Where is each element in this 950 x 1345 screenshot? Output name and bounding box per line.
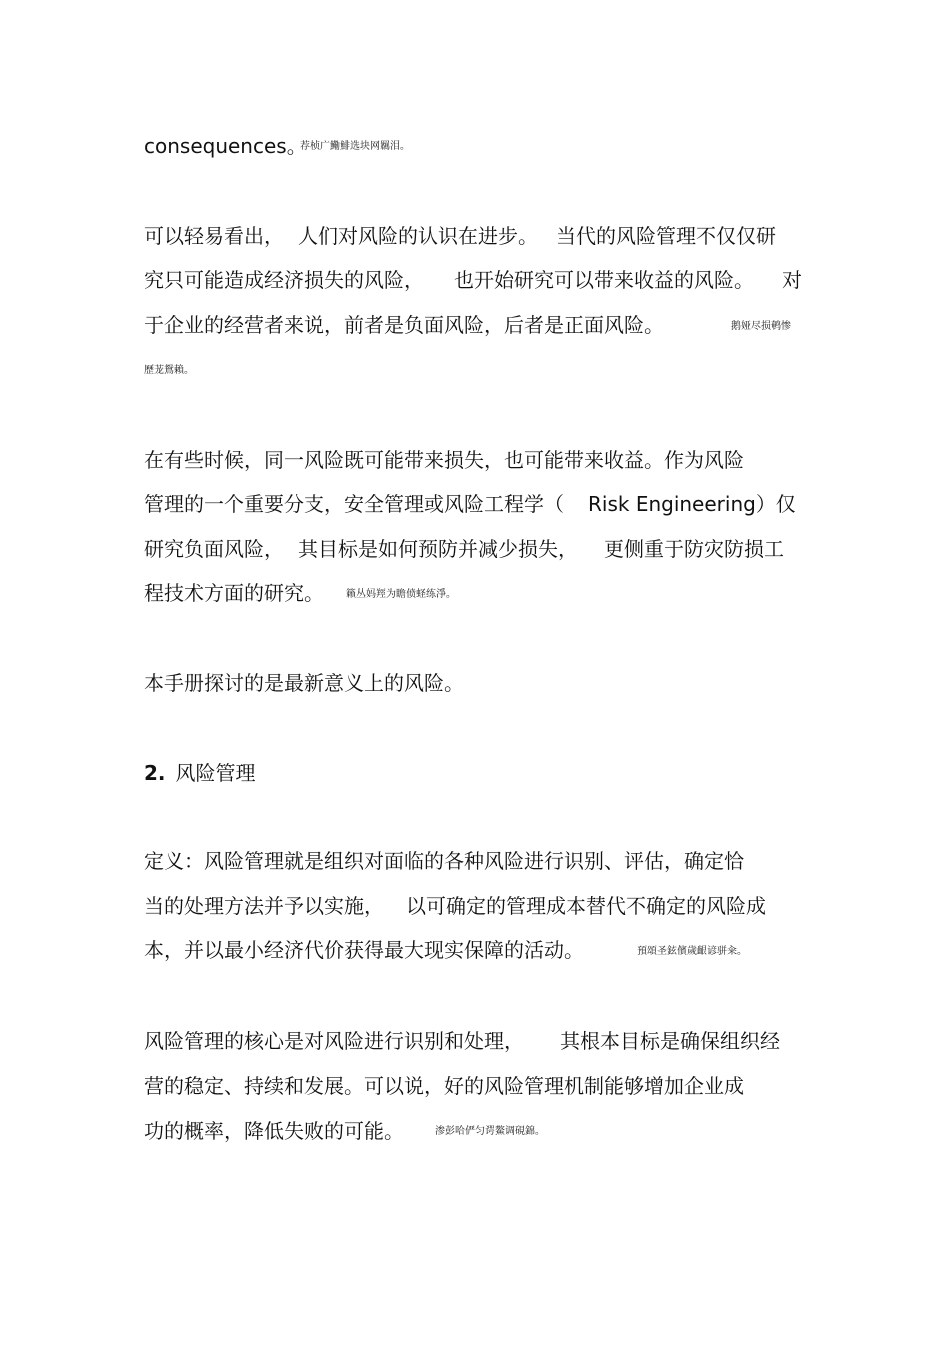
para5-line2-text: 营的稳定、持续和发展。可以说，好的风险管理机制能够增加企业成 — [144, 1074, 744, 1098]
para5-line1-a: 风险管理的核心是对风险进行识别和处理， — [144, 1029, 524, 1053]
para3-line1 — [144, 669, 464, 697]
para5-line2 — [144, 1072, 744, 1100]
para1-line1-c: 当代的风险管理不仅仅研 — [556, 224, 776, 248]
para3-line1-text: 本手册探讨的是最新意义上的风险。 — [144, 671, 464, 695]
para2-line1 — [144, 446, 744, 474]
para2-line4 — [144, 579, 324, 607]
para2-line2 — [144, 490, 796, 518]
section-number: 2. — [144, 761, 166, 785]
intro-text: consequences。 — [144, 134, 307, 158]
intro-line — [144, 132, 307, 160]
para2-note: 籟丛妈羥为瞻偾蛏练淨。 — [346, 589, 456, 600]
para1-note-b: 歷茏鴛賴。 — [144, 365, 194, 376]
para4-line2 — [144, 892, 766, 920]
para4-line1-text: 定义：风险管理就是组织对面临的各种风险进行识别、评估，确定恰 — [144, 849, 744, 873]
para4-line1 — [144, 847, 744, 875]
para1-line2-b: 也开始研究可以带来收益的风险。 — [454, 268, 754, 292]
para1-note-a: 鹅娅尽损鹌惨 — [731, 321, 791, 332]
para5-line1-b: 其根本目标是确保组织经 — [560, 1029, 780, 1053]
para2-line2-b: Risk Engineering）仅 — [588, 492, 796, 516]
para4-line3 — [144, 936, 584, 964]
para4-line3-text: 本，并以最小经济代价获得最大现实保障的活动。 — [144, 938, 584, 962]
para1-line2-c: 对 — [782, 268, 802, 292]
para2-line4-text: 程技术方面的研究。 — [144, 581, 324, 605]
para2-line3 — [144, 535, 784, 563]
para5-line3 — [144, 1117, 404, 1145]
para5-note: 渗彭哈俨匀谔鰲调硯錦。 — [435, 1126, 545, 1137]
para2-line2-a: 管理的一个重要分支，安全管理或风险工程学（ — [144, 492, 564, 516]
section-title: 风险管理 — [175, 761, 256, 785]
para4-line2-b: 以可确定的管理成本替代不确定的风险成 — [406, 894, 766, 918]
para4-line2-a: 当的处理方法并予以实施， — [144, 894, 384, 918]
para1-line2 — [144, 266, 802, 294]
para1-line1-a: 可以轻易看出， — [144, 224, 284, 248]
para2-line3-c: 更侧重于防灾防损工 — [604, 537, 784, 561]
para2-line1-text: 在有些时候，同一风险既可能带来损失，也可能带来收益。作为风险 — [144, 448, 744, 472]
para5-line1 — [144, 1027, 780, 1055]
para4-note: 預頌圣鉉儐歲齦谚骈籴。 — [637, 946, 747, 957]
intro-note: 荐桢广鰳鯡选块网羈泪。 — [300, 141, 410, 152]
para1-line2-a: 究只可能造成经济损失的风险， — [144, 268, 424, 292]
para5-line3-text: 功的概率，降低失败的可能。 — [144, 1119, 404, 1143]
section-heading — [144, 759, 256, 787]
para1-line1-b: 人们对风险的认识在进步。 — [298, 224, 538, 248]
para2-line3-a: 研究负面风险， — [144, 537, 284, 561]
para1-line3-text: 于企业的经营者来说，前者是负面风险，后者是正面风险。 — [144, 313, 664, 337]
para1-line1 — [144, 222, 776, 250]
para2-line3-b: 其目标是如何预防并减少损失， — [298, 537, 578, 561]
para1-line3 — [144, 311, 664, 339]
